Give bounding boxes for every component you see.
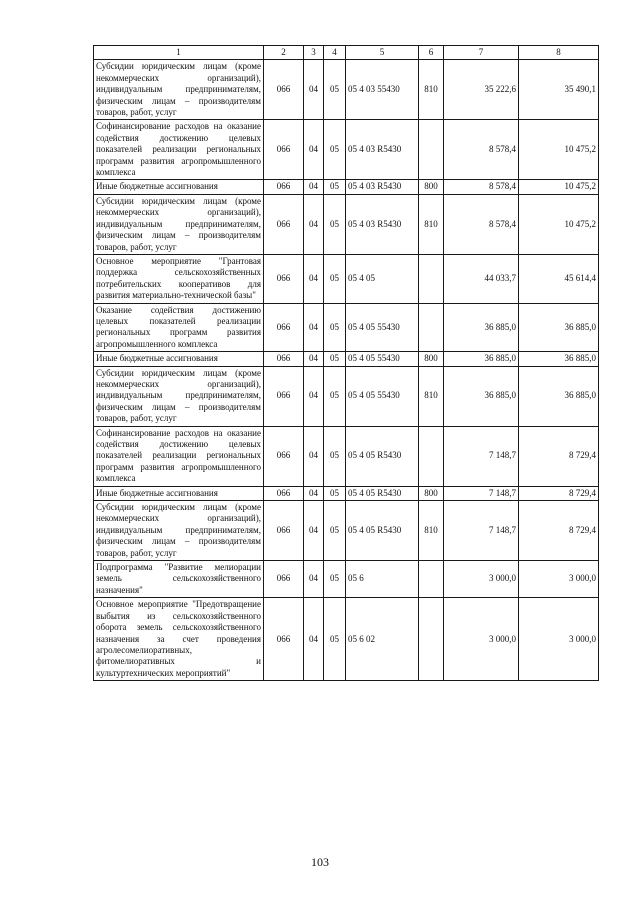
section-code-cell: 04 [304, 598, 324, 681]
section-code-cell: 04 [304, 352, 324, 366]
section-code-cell: 04 [304, 366, 324, 426]
amount-year-1-cell: 8 578,4 [444, 180, 519, 194]
row-name-cell: Иные бюджетные ассигнования [94, 352, 264, 366]
ministry-code-cell: 066 [264, 254, 304, 303]
column-header: 2 [264, 46, 304, 60]
row-name-cell: Иные бюджетные ассигнования [94, 486, 264, 500]
row-name-cell: Софинансирование расходов на оказание содействия достижению целевых показателей реализации региональных программ развития агропромышленного комплекса [94, 120, 264, 180]
column-header: 4 [324, 46, 346, 60]
section-code-cell: 04 [304, 426, 324, 486]
amount-year-2-cell: 36 885,0 [519, 303, 599, 352]
amount-year-2-cell: 3 000,0 [519, 561, 599, 598]
amount-year-2-cell: 8 729,4 [519, 486, 599, 500]
table-row [94, 180, 599, 194]
subsection-code-cell: 05 [324, 180, 346, 194]
table-row [94, 426, 599, 486]
row-name-cell: Оказание содействия достижению целевых показателей реализации региональных программ развития агропромышленного комплекса [94, 303, 264, 352]
target-article-cell: 05 4 05 [346, 254, 419, 303]
table-row [94, 254, 599, 303]
expense-type-cell [419, 426, 444, 486]
section-code-cell: 04 [304, 194, 324, 254]
target-article-cell: 05 4 05 55430 [346, 366, 419, 426]
table-row [94, 60, 599, 120]
amount-year-2-cell: 45 614,4 [519, 254, 599, 303]
expense-type-cell [419, 561, 444, 598]
ministry-code-cell: 066 [264, 352, 304, 366]
expense-type-cell: 810 [419, 366, 444, 426]
subsection-code-cell: 05 [324, 501, 346, 561]
row-name-cell: Иные бюджетные ассигнования [94, 180, 264, 194]
section-code-cell: 04 [304, 303, 324, 352]
amount-year-1-cell: 3 000,0 [444, 561, 519, 598]
target-article-cell: 05 4 03 55430 [346, 60, 419, 120]
table-row [94, 194, 599, 254]
expense-type-cell [419, 303, 444, 352]
ministry-code-cell: 066 [264, 501, 304, 561]
amount-year-1-cell: 8 578,4 [444, 120, 519, 180]
page-number: 103 [311, 855, 329, 869]
expense-type-cell: 810 [419, 501, 444, 561]
amount-year-2-cell: 36 885,0 [519, 352, 599, 366]
subsection-code-cell: 05 [324, 352, 346, 366]
table-row [94, 561, 599, 598]
amount-year-2-cell: 10 475,2 [519, 194, 599, 254]
row-name-cell: Подпрограмма "Развитие мелиорации земель сельскохозяйственного назначения" [94, 561, 264, 598]
section-code-cell: 04 [304, 561, 324, 598]
table-row [94, 501, 599, 561]
amount-year-1-cell: 8 578,4 [444, 194, 519, 254]
section-code-cell: 04 [304, 486, 324, 500]
row-name-cell: Субсидии юридическим лицам (кроме некоммерческих организаций), индивидуальным предпринимателям, физическим лицам – производителям товаров, работ, услуг [94, 366, 264, 426]
amount-year-1-cell: 36 885,0 [444, 352, 519, 366]
ministry-code-cell: 066 [264, 120, 304, 180]
amount-year-1-cell: 44 033,7 [444, 254, 519, 303]
expense-type-cell [419, 254, 444, 303]
row-name-cell: Основное мероприятие "Грантовая поддержка сельскохозяйственных потребительских кооперативов для развития материально-технической базы" [94, 254, 264, 303]
expense-type-cell: 810 [419, 194, 444, 254]
table-row [94, 352, 599, 366]
amount-year-1-cell: 36 885,0 [444, 303, 519, 352]
expense-type-cell: 800 [419, 486, 444, 500]
subsection-code-cell: 05 [324, 303, 346, 352]
subsection-code-cell: 05 [324, 486, 346, 500]
table-row [94, 486, 599, 500]
amount-year-1-cell: 3 000,0 [444, 598, 519, 681]
column-header: 6 [419, 46, 444, 60]
row-name-cell: Основное мероприятие "Предотвращение выбытия из сельскохозяйственного оборота земель сельскохозяйственного назначения за счет проведения агролесомелиоративных, фитомелиоративных и культуртехнических мероприятий" [94, 598, 264, 681]
amount-year-2-cell: 8 729,4 [519, 501, 599, 561]
column-header: 1 [94, 46, 264, 60]
table-row [94, 120, 599, 180]
target-article-cell: 05 4 03 R5430 [346, 180, 419, 194]
column-header: 8 [519, 46, 599, 60]
subsection-code-cell: 05 [324, 120, 346, 180]
amount-year-1-cell: 7 148,7 [444, 486, 519, 500]
table-row [94, 366, 599, 426]
amount-year-1-cell: 7 148,7 [444, 426, 519, 486]
subsection-code-cell: 05 [324, 254, 346, 303]
expense-type-cell [419, 120, 444, 180]
target-article-cell: 05 4 05 R5430 [346, 501, 419, 561]
table-row [94, 303, 599, 352]
section-code-cell: 04 [304, 254, 324, 303]
amount-year-2-cell: 10 475,2 [519, 180, 599, 194]
amount-year-2-cell: 10 475,2 [519, 120, 599, 180]
expense-type-cell: 800 [419, 180, 444, 194]
table-row [94, 598, 599, 681]
expense-type-cell: 810 [419, 60, 444, 120]
section-code-cell: 04 [304, 60, 324, 120]
amount-year-2-cell: 36 885,0 [519, 366, 599, 426]
ministry-code-cell: 066 [264, 303, 304, 352]
amount-year-2-cell: 3 000,0 [519, 598, 599, 681]
expense-type-cell [419, 598, 444, 681]
target-article-cell: 05 6 [346, 561, 419, 598]
section-code-cell: 04 [304, 120, 324, 180]
ministry-code-cell: 066 [264, 60, 304, 120]
expense-type-cell: 800 [419, 352, 444, 366]
target-article-cell: 05 4 03 R5430 [346, 194, 419, 254]
ministry-code-cell: 066 [264, 598, 304, 681]
column-header: 3 [304, 46, 324, 60]
row-name-cell: Софинансирование расходов на оказание содействия достижению целевых показателей реализации региональных программ развития агропромышленного комплекса [94, 426, 264, 486]
ministry-code-cell: 066 [264, 486, 304, 500]
header-row [94, 46, 599, 60]
ministry-code-cell: 066 [264, 426, 304, 486]
budget-table [93, 45, 599, 681]
section-code-cell: 04 [304, 180, 324, 194]
column-header: 5 [346, 46, 419, 60]
target-article-cell: 05 4 05 55430 [346, 303, 419, 352]
target-article-cell: 05 4 05 R5430 [346, 486, 419, 500]
ministry-code-cell: 066 [264, 180, 304, 194]
column-header: 7 [444, 46, 519, 60]
row-name-cell: Субсидии юридическим лицам (кроме некоммерческих организаций), индивидуальным предпринимателям, физическим лицам – производителям товаров, работ, услуг [94, 501, 264, 561]
ministry-code-cell: 066 [264, 366, 304, 426]
target-article-cell: 05 4 03 R5430 [346, 120, 419, 180]
amount-year-1-cell: 35 222,6 [444, 60, 519, 120]
ministry-code-cell: 066 [264, 561, 304, 598]
target-article-cell: 05 4 05 55430 [346, 352, 419, 366]
amount-year-2-cell: 35 490,1 [519, 60, 599, 120]
subsection-code-cell: 05 [324, 598, 346, 681]
target-article-cell: 05 6 02 [346, 598, 419, 681]
amount-year-2-cell: 8 729,4 [519, 426, 599, 486]
subsection-code-cell: 05 [324, 366, 346, 426]
target-article-cell: 05 4 05 R5430 [346, 426, 419, 486]
section-code-cell: 04 [304, 501, 324, 561]
row-name-cell: Субсидии юридическим лицам (кроме некоммерческих организаций), индивидуальным предпринимателям, физическим лицам – производителям товаров, работ, услуг [94, 194, 264, 254]
ministry-code-cell: 066 [264, 194, 304, 254]
subsection-code-cell: 05 [324, 194, 346, 254]
subsection-code-cell: 05 [324, 561, 346, 598]
amount-year-1-cell: 7 148,7 [444, 501, 519, 561]
amount-year-1-cell: 36 885,0 [444, 366, 519, 426]
subsection-code-cell: 05 [324, 60, 346, 120]
subsection-code-cell: 05 [324, 426, 346, 486]
row-name-cell: Субсидии юридическим лицам (кроме некоммерческих организаций), индивидуальным предпринимателям, физическим лицам – производителям товаров, работ, услуг [94, 60, 264, 120]
